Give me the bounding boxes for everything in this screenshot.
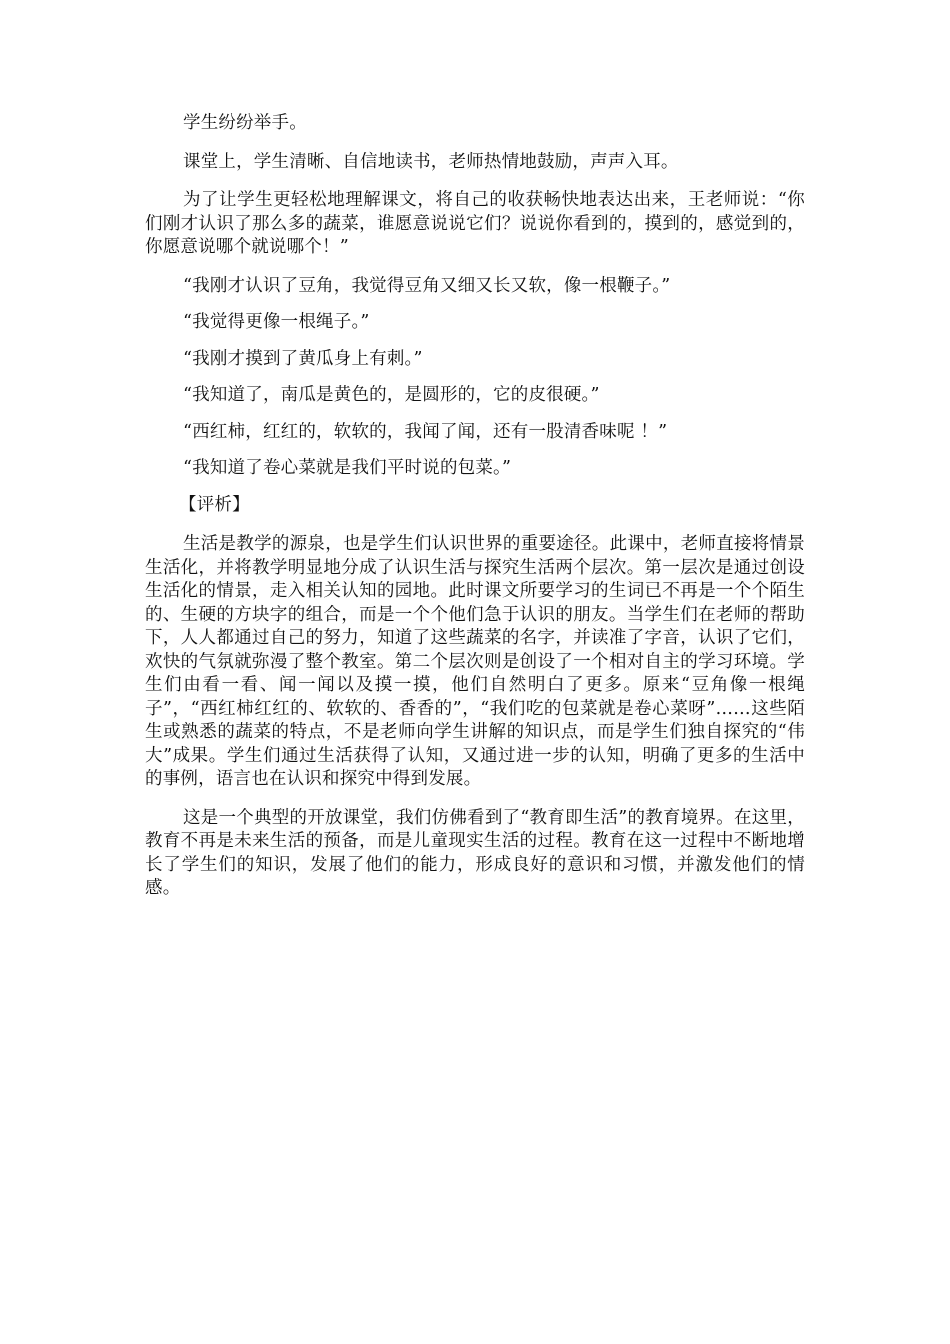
section-heading-analysis: 【评析】: [179, 494, 250, 515]
document-page: [145, 112, 805, 916]
quote-rope: “我觉得更像一根绳子。”: [183, 312, 370, 332]
quote-bean: “我刚才认识了豆角，我觉得豆角又细又长又软，像一根鞭子。”: [183, 275, 671, 296]
paragraph-analysis-open-class: 这是一个典型的开放课堂，我们仿佛看到了“教育即生活”的教育境界。在这里，教育不再是未来生活的预备，而是儿童现实生活的过程。教育在这一过程中不断地增长了学生们的知识，发展了他们的能力，形成良好的意识和习惯，并激发他们的情感。: [145, 807, 805, 898]
quote-tomato: “西红柿，红红的，软软的，我闻了闻，还有一股清香味呢 ！”: [183, 421, 668, 442]
quote-cucumber: “我刚才摸到了黄瓜身上有刺。”: [183, 348, 423, 369]
paragraph-classroom-reading: 课堂上，学生清晰、自信地读书，老师热情地鼓励，声声入耳。: [183, 151, 679, 172]
paragraph-students-raise-hands: 学生纷纷举手。: [183, 113, 307, 133]
quote-cabbage: “我知道了卷心菜就是我们平时说的包菜。”: [183, 458, 512, 478]
paragraph-analysis-life-teaching: 生活是教学的源泉，也是学生们认识世界的重要途径。此课中，老师直接将情景生活化，并将教学明显地分成了认识生活与探究生活两个层次。第一层次是通过创设生活化的情景，走入相关认知的园地。此时课文所要学习的生词已不再是一个个陌生的、生硬的方块字的组合，而是一个个他们急于认识的朋友。当学生们在老师的帮助下，人人都通过自己的努力，知道了这些蔬菜的名字，并读准了字音，认识了它们，欢快的气氛就弥漫了整个教室。第二个层次则是创设了一个相对自主的学习环境。学生们由看一看、闻一闻以及摸一摸，他们自然明白了更多。原来“豆角像一根绳子”，“西红柿红红的、软软的、香香的”，“我们吃的包菜就是卷心菜呀”……这些陌生或熟悉的蔬菜的特点，不是老师向学生讲解的知识点，而是学生们独自探究的“伟大”成果。学生们通过生活获得了认知，又通过进一步的认知，明确了更多的生活中的事例，语言也在认识和探究中得到发展。: [145, 534, 805, 789]
quote-pumpkin: “我知道了，南瓜是黄色的，是圆形的，它的皮很硬。”: [183, 385, 600, 405]
paragraph-teacher-question: 为了让学生更轻松地理解课文，将自己的收获畅快地表达出来，王老师说：“你们刚才认识了那么多的蔬菜，谁愿意说说它们？说说你看到的，摸到的，感觉到的，你愿意说哪个就说哪个！”: [145, 190, 805, 257]
